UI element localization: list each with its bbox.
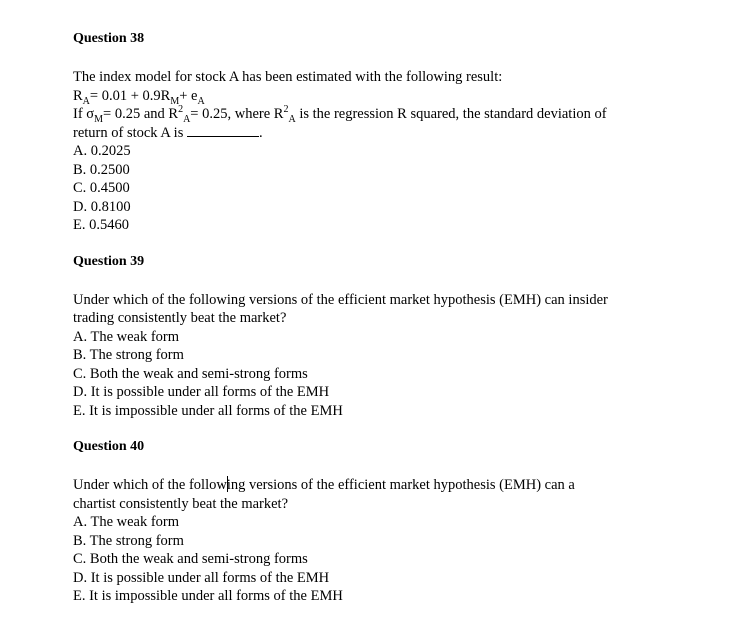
question-title: Question 38 xyxy=(73,31,145,46)
option-d: D. 0.8100 xyxy=(73,198,131,215)
option-d: D. It is possible under all forms of the EMH xyxy=(73,569,330,586)
question-stem-blank-line: return of stock A is . xyxy=(73,124,263,141)
option-b: B. The strong form xyxy=(73,532,184,549)
question-38 xyxy=(73,30,713,235)
question-39 xyxy=(73,253,713,421)
option-c: C. Both the weak and semi-strong forms xyxy=(73,365,308,382)
option-a: A. The weak form xyxy=(73,514,180,530)
option-c: C. Both the weak and semi-strong forms xyxy=(73,551,308,567)
document-page xyxy=(73,30,713,606)
option-a: A. The weak form xyxy=(73,328,180,345)
question-title: Question 40 xyxy=(73,439,145,454)
question-40 xyxy=(73,438,713,606)
index-model-equation: $R_A= 0.01 + 0.9R_M+ e_A$ xyxy=(73,87,205,107)
option-b: B. The strong form xyxy=(73,347,184,363)
answer-blank xyxy=(187,124,259,137)
option-b: B. 0.2500 xyxy=(73,161,130,178)
option-a: A. 0.2025 xyxy=(73,143,131,159)
option-e: E. It is impossible under all forms of the EMH xyxy=(73,588,343,604)
option-c: C. 0.4500 xyxy=(73,180,130,196)
question-stem-line-1[interactable]: Under which of the following versions of the efficient market hypothesis (EMH) can a xyxy=(73,477,575,493)
question-stem-conditions: If $\sigma_M= 0.25$ and $R^2_A= 0.25$, where $R^2_A$ is the regression R squared, the standard deviation of xyxy=(73,104,607,125)
question-stem-intro: The index model for stock A has been estimated with the following result: xyxy=(73,69,503,85)
question-stem-line-2: trading consistently beat the market? xyxy=(73,310,287,326)
question-title: Question 39 xyxy=(73,253,145,269)
option-e: E. 0.5460 xyxy=(73,217,129,233)
question-stem-line-1: Under which of the following versions of the efficient market hypothesis (EMH) can insider xyxy=(73,291,608,308)
option-e: E. It is impossible under all forms of the EMH xyxy=(73,402,343,419)
question-stem-line-2: chartist consistently beat the market? xyxy=(73,495,289,512)
option-d: D. It is possible under all forms of the EMH xyxy=(73,384,330,400)
